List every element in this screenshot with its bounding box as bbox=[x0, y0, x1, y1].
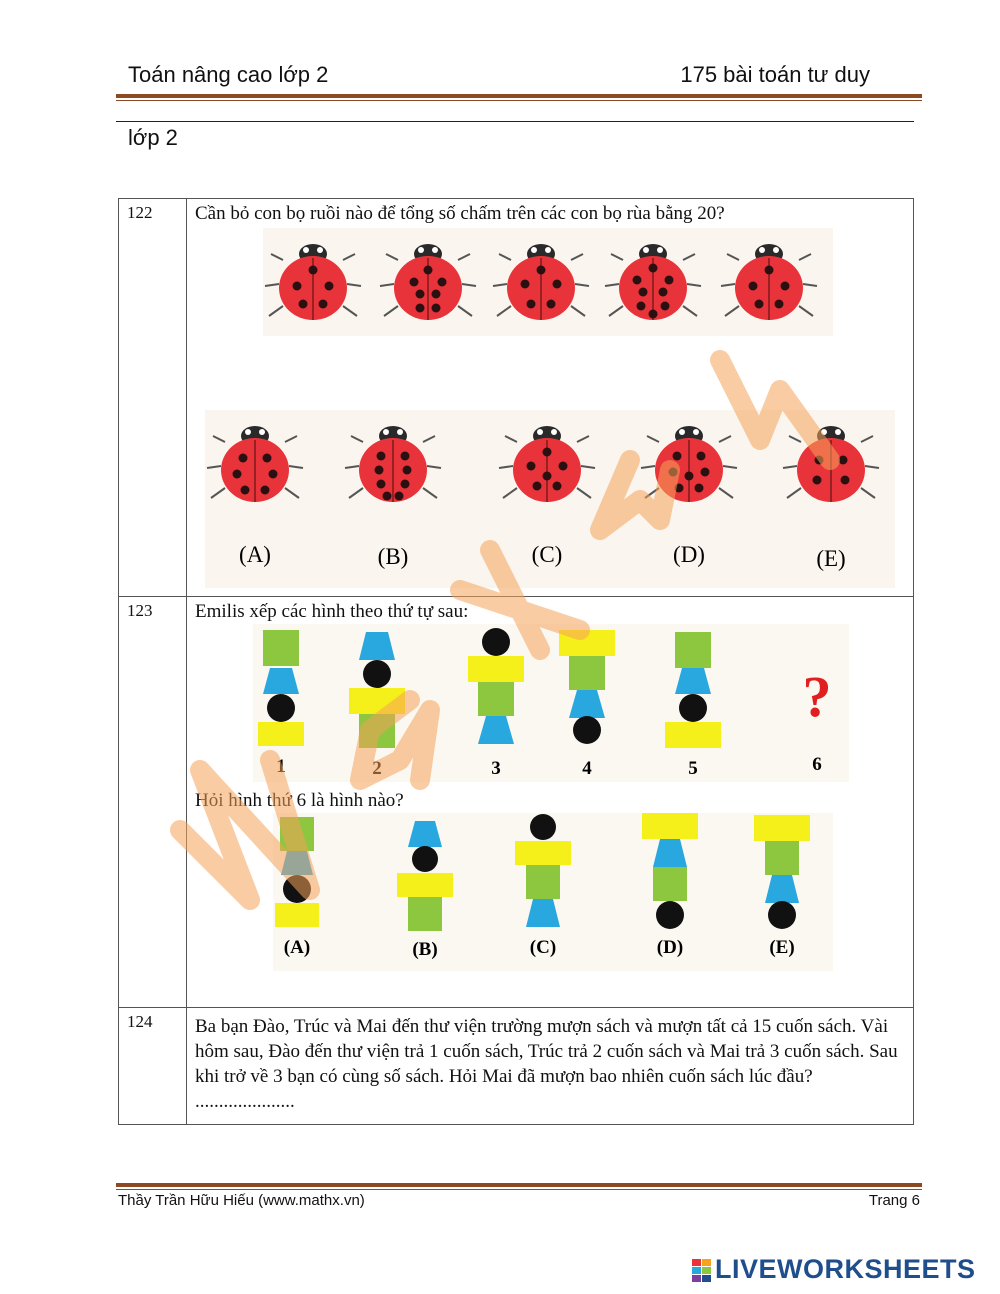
footer-rule bbox=[116, 1183, 922, 1187]
followup-question: Hỏi hình thứ 6 là hình nào? bbox=[195, 790, 404, 811]
logo-text: LIVEWORKSHEETS bbox=[715, 1254, 976, 1284]
sequence-bg bbox=[253, 624, 849, 782]
question-text: Emilis xếp các hình theo thứ tự sau: bbox=[195, 601, 469, 622]
answer-options-figure bbox=[195, 813, 905, 973]
header-right: 175 bài toán tư duy bbox=[680, 62, 870, 87]
option-label-c: (C) bbox=[531, 542, 563, 567]
question-mark: ? bbox=[802, 664, 832, 729]
shape-sequence-figure bbox=[195, 624, 905, 782]
sequence-figure-1 bbox=[258, 630, 304, 746]
option-label-a: (A) bbox=[239, 542, 271, 567]
section-rule bbox=[116, 121, 914, 122]
option-label-c: (C) bbox=[529, 937, 557, 958]
footer-left: Thầy Trần Hữu Hiếu (www.mathx.vn) bbox=[118, 1192, 365, 1209]
question-row bbox=[119, 199, 914, 597]
question-body bbox=[187, 199, 914, 597]
sequence-label: 4 bbox=[582, 758, 592, 779]
sequence-label: 3 bbox=[491, 758, 501, 779]
question-body bbox=[187, 597, 914, 1008]
sequence-label: 1 bbox=[276, 756, 286, 777]
option-label-a: (A) bbox=[283, 937, 311, 958]
header-rule bbox=[116, 94, 922, 98]
ladybug-figure bbox=[195, 226, 905, 588]
sequence-label: 2 bbox=[372, 758, 382, 779]
question-text: Ba bạn Đào, Trúc và Mai đến thư viện trường mượn sách và mượn tất cả 15 cuốn sách. Vài hôm sau, Đào đến thư viện trả 1 cuốn sách, Trúc trả 2 cuốn sách và Mai trả 3 cuốn sách. Sau khi trở về 3 bạn có cùng số sách. Hỏi Mai đã mượn bao nhiên cuốn sách lúc đầu? ..................... bbox=[195, 1016, 898, 1112]
page-subtitle: lớp 2 bbox=[128, 125, 178, 150]
question-number: 123 bbox=[119, 597, 187, 1008]
option-label-b: (B) bbox=[377, 544, 409, 569]
option-label-d: (D) bbox=[673, 542, 705, 567]
footer-rule-thin bbox=[116, 1189, 922, 1190]
option-label-e: (E) bbox=[816, 546, 846, 571]
question-row bbox=[119, 1008, 914, 1125]
option-label-e: (E) bbox=[769, 937, 795, 958]
sequence-label: 6 bbox=[812, 754, 822, 775]
option-label-d: (D) bbox=[656, 937, 684, 958]
page-number: Trang 6 bbox=[868, 1192, 920, 1209]
question-number: 124 bbox=[119, 1008, 187, 1125]
question-row bbox=[119, 597, 914, 1008]
option-label-b: (B) bbox=[412, 939, 438, 960]
question-body bbox=[187, 1008, 914, 1125]
logo-icon bbox=[692, 1259, 712, 1283]
sequence-label: 5 bbox=[688, 758, 698, 779]
question-text: Cần bỏ con bọ ruồi nào để tổng số chấm trên các con bọ rùa bằng 20? bbox=[195, 203, 725, 224]
header-rule-thin bbox=[116, 100, 922, 101]
question-table bbox=[118, 198, 914, 1125]
question-number: 122 bbox=[119, 199, 187, 597]
header-left: Toán nâng cao lớp 2 bbox=[128, 62, 329, 87]
liveworksheets-logo[interactable] bbox=[692, 1254, 976, 1285]
